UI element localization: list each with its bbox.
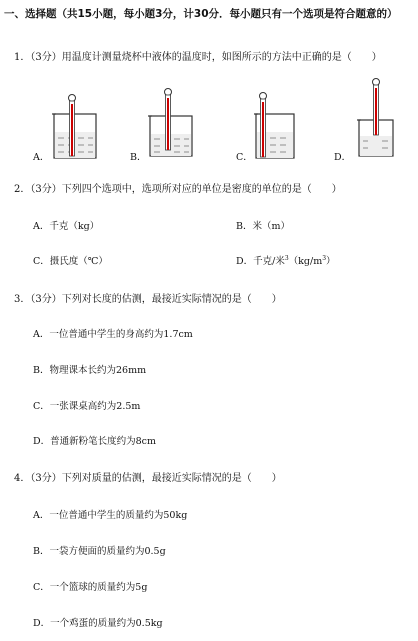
- option-d: [33, 615, 163, 629]
- option-c-label: C．: [236, 152, 253, 163]
- option-text: 一位普通中学生的身高约为1.7cm: [49, 329, 193, 340]
- option-label: B．: [33, 365, 50, 376]
- option-label: B．: [236, 221, 253, 232]
- option-text: 一个篮球的质量约为5g: [49, 582, 148, 593]
- option-text: 千克/米: [253, 256, 285, 267]
- option-c: [33, 398, 140, 412]
- option-label: D．: [236, 256, 254, 267]
- option-text: 物理课本长约为26mm: [49, 365, 147, 376]
- option-label: C．: [33, 256, 50, 267]
- question-number: 2．: [14, 184, 31, 195]
- option-c: [33, 253, 108, 267]
- option-text: 米（m）: [252, 221, 290, 232]
- option-tail: （kg/m: [288, 256, 323, 267]
- option-text: 一袋方便面的质量约为0.5g: [49, 546, 166, 557]
- option-label: B．: [33, 546, 50, 557]
- question-score: （3分）: [30, 294, 62, 305]
- option-d-label: D．: [334, 152, 352, 163]
- option-tail-end: ）: [326, 256, 336, 267]
- question-stem: 下列对长度的估测，最接近实际情况的是（ ）: [61, 294, 282, 305]
- option-b: [236, 218, 290, 232]
- question-number: 1．: [14, 52, 31, 63]
- option-label: A．: [33, 510, 50, 521]
- option-text: 普通新粉笔长度约为8cm: [50, 436, 156, 447]
- option-label: D．: [33, 436, 51, 447]
- question-3: [14, 290, 282, 305]
- question-stem: 下列四个选项中，选项所对应的单位是密度的单位的是（ ）: [61, 184, 342, 195]
- option-text: 摄氏度（℃）: [49, 256, 108, 267]
- question-score: （3分）: [30, 473, 62, 484]
- option-label: A．: [33, 221, 50, 232]
- option-c: [33, 579, 147, 593]
- option-a: [33, 218, 99, 232]
- option-b: [33, 543, 166, 557]
- question-number: 4．: [14, 473, 31, 484]
- option-a-label: A．: [33, 152, 50, 163]
- question-4: [14, 469, 282, 484]
- beaker-thermometer-icon: [252, 90, 298, 162]
- option-text: 千克（kg）: [49, 221, 100, 232]
- option-a: [33, 326, 193, 340]
- option-tail-sup: 3: [322, 254, 327, 262]
- option-sup: 3: [284, 254, 289, 262]
- question-number: 3．: [14, 294, 31, 305]
- question-1: [14, 48, 382, 63]
- question-stem: 下列对质量的估测，最接近实际情况的是（ ）: [61, 473, 282, 484]
- option-b-label: B．: [130, 152, 147, 163]
- option-text: 一张课桌高约为2.5m: [49, 401, 141, 412]
- option-label: C．: [33, 401, 50, 412]
- question-2: [14, 180, 342, 195]
- option-label: C．: [33, 582, 50, 593]
- beaker-thermometer-icon: [146, 86, 196, 162]
- section-title: 一、选择题（共15小题，每小题3分，计30分．每小题只有一个选项是符合题意的）: [4, 8, 398, 20]
- option-b: [33, 362, 146, 376]
- option-text: 一个鸡蛋的质量约为0.5kg: [50, 618, 163, 629]
- question-score: （3分）: [30, 184, 62, 195]
- question-stem: 用温度计测量烧杯中液体的温度时，如图所示的方法中正确的是（ ）: [61, 52, 382, 63]
- option-text: 一位普通中学生的质量约为50kg: [49, 510, 188, 521]
- option-d: [236, 253, 336, 267]
- option-a: [33, 507, 187, 521]
- question-score: （3分）: [30, 52, 62, 63]
- option-label: A．: [33, 329, 50, 340]
- beaker-thermometer-icon: [356, 76, 396, 162]
- beaker-thermometer-icon: [50, 92, 100, 164]
- option-label: D．: [33, 618, 51, 629]
- option-d: [33, 433, 156, 447]
